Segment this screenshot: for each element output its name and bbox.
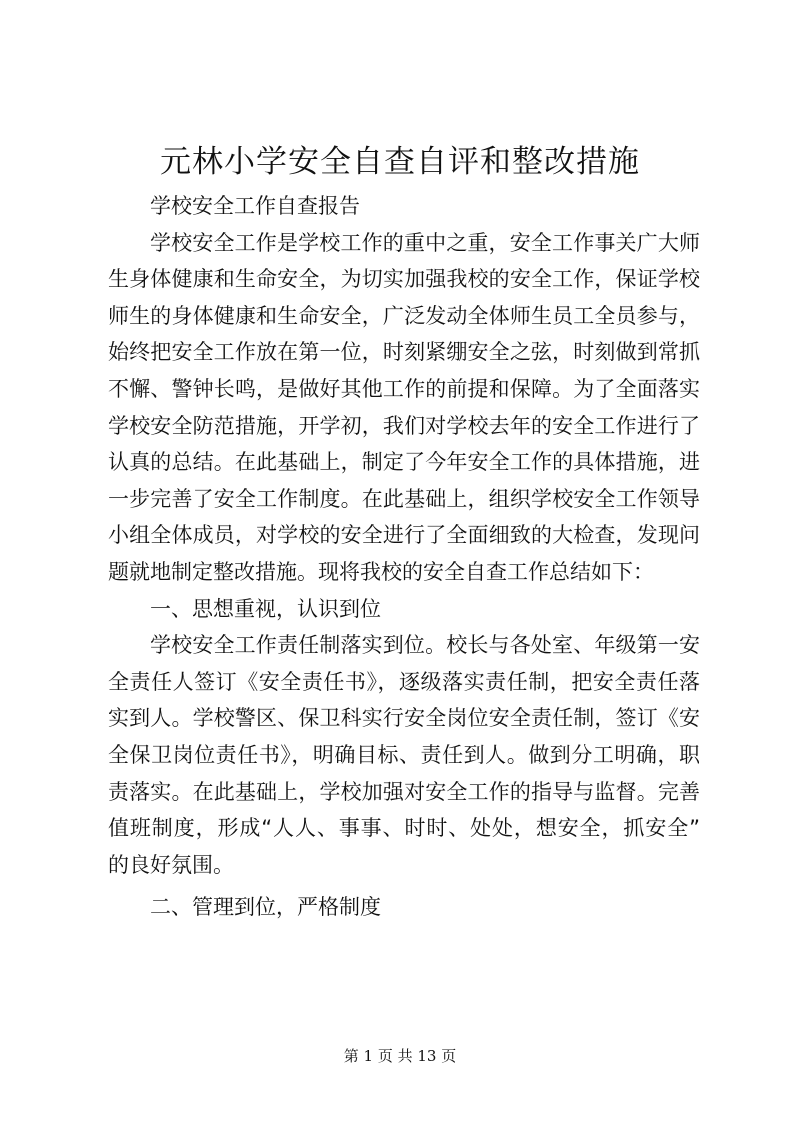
paragraph-line: 学校安全工作责任制落实到位。校长与各处室、年级第一安 <box>150 633 700 658</box>
paragraph-line: 全责任人签订《安全责任书》，逐级落实责任制，把安全责任落 <box>108 669 700 694</box>
paragraph-line: 学校安全工作是学校工作的重中之重，安全工作事关广大师 <box>150 230 700 255</box>
paragraph-line: 题就地制定整改措施。现将我校的安全自查工作总结如下： <box>108 559 654 584</box>
paragraph-line: 生身体健康和生命安全，为切实加强我校的安全工作，保证学校 <box>108 267 700 292</box>
paragraph-line: 值班制度，形成“人人、事事、时时、处处，想安全，抓安全” <box>108 816 700 841</box>
report-subtitle: 学校安全工作自查报告 <box>150 194 360 218</box>
paragraph-line: 全保卫岗位责任书》，明确目标、责任到人。做到分工明确，职 <box>108 742 700 767</box>
paragraph-line: 师生的身体健康和生命安全，广泛发动全体师生员工全员参与， <box>108 303 700 328</box>
paragraph-line: 的良好氛围。 <box>108 852 234 877</box>
paragraph-line: 实到人。学校警区、保卫科实行安全岗位安全责任制，签订《安 <box>108 706 700 731</box>
paragraph-line: 认真的总结。在此基础上，制定了今年安全工作的具体措施，进 <box>108 450 700 475</box>
paragraph-line: 责落实。在此基础上，学校加强对安全工作的指导与监督。完善 <box>108 779 700 804</box>
paragraph-line: 一步完善了安全工作制度。在此基础上，组织学校安全工作领导 <box>108 486 700 511</box>
paragraph-line: 学校安全防范措施，开学初，我们对学校去年的安全工作进行了 <box>108 413 700 438</box>
section-heading: 二、管理到位，严格制度 <box>150 895 381 920</box>
document-body <box>108 188 700 926</box>
paragraph-line: 不懈、警钟长鸣，是做好其他工作的前提和保障。为了全面落实 <box>108 376 700 401</box>
page-number: 第 1 页 共 13 页 <box>343 1047 457 1065</box>
page-title: 元林小学安全自查自评和整改措施 <box>160 144 640 180</box>
paragraph-line: 小组全体成员，对学校的安全进行了全面细致的大检查，发现问 <box>108 523 700 548</box>
paragraph-line: 始终把安全工作放在第一位，时刻紧绷安全之弦，时刻做到常抓 <box>108 340 700 365</box>
section-heading: 一、思想重视，认识到位 <box>150 596 381 621</box>
